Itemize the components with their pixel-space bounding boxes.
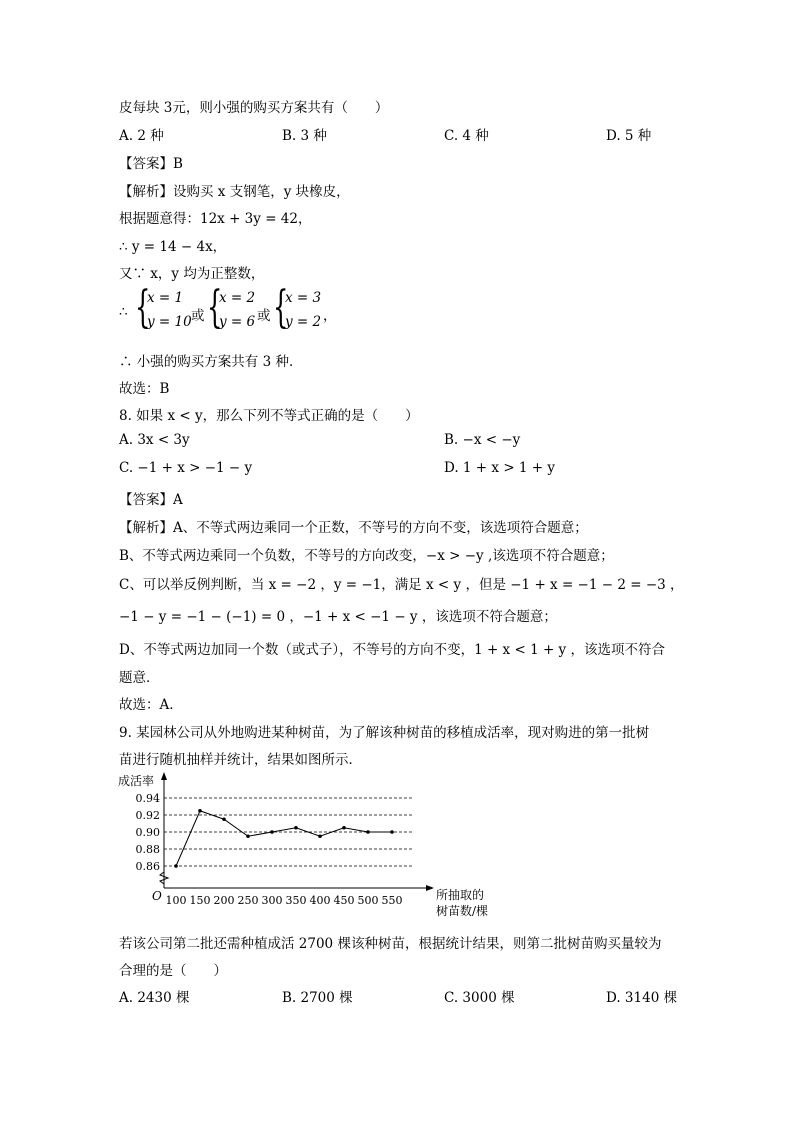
q8-option-c: C. −1 + x > −1 − y (119, 460, 253, 476)
data-point-0 (174, 864, 178, 868)
system-1-row-1: x = 1 (147, 290, 184, 306)
left-brace-1: { (135, 282, 151, 333)
q9-after-line-2: 合理的是（ ） (119, 963, 227, 979)
q8-analysis-line-6: 题意． (119, 670, 160, 686)
data-point-5 (294, 826, 298, 830)
x-tick-label-2: 200 (213, 894, 235, 907)
data-point-8 (366, 830, 370, 834)
system-end-comma: ， (323, 308, 337, 324)
system-3-row-1: x = 3 (285, 290, 322, 306)
q8-analysis-line-4: −1 − y = −1 − (−1) = 0 ，−1 + x < −1 − y ，该选项不符合题意； (119, 609, 557, 625)
y-tick-label-3: 0.92 (135, 809, 160, 822)
x-axis-arrow (426, 885, 434, 891)
q7-option-b: B. 3 种 (282, 128, 327, 144)
q8-option-d: D. 1 + x > 1 + y (444, 460, 556, 476)
or-word-1: 或 (191, 308, 205, 324)
q7-analysis-line-2: 根据题意得：12x + 3y = 42， (119, 211, 312, 227)
origin-label: O (152, 889, 162, 903)
q7-answer: 【答案】B (119, 156, 183, 172)
q9-option-d: D. 3140 棵 (606, 990, 678, 1006)
system-2-row-2: y = 6 (219, 314, 256, 330)
y-axis-arrow (161, 772, 167, 780)
q8-option-b: B. −x < −y (444, 432, 521, 448)
data-point-7 (342, 826, 346, 830)
q7-analysis-line-1: 【解析】设购买 x 支钢笔，y 块橡皮， (119, 184, 350, 200)
system-3-row-2: y = 2 (285, 314, 322, 330)
q9-stem-line-2: 苗进行随机抽样并统计，结果如图所示． (119, 752, 362, 768)
left-brace-2: { (207, 282, 223, 333)
q7-option-c: C. 4 种 (444, 128, 489, 144)
q7-option-a: A. 2 种 (119, 128, 164, 144)
x-tick-label-0: 100 (165, 894, 187, 907)
x-tick-label-4: 300 (261, 894, 283, 907)
q7-analysis-line-3: ∴ y = 14 − 4x， (119, 239, 227, 255)
q8-answer: 【答案】A (119, 492, 183, 508)
survival-rate-chart-svg (112, 770, 512, 920)
q8-analysis-line-1: 【解析】A、不等式两边乘同一个正数，不等号的方向不变，该选项符合题意； (119, 520, 588, 536)
q7-choose: 故选：B (119, 381, 170, 397)
q9-after-line-1: 若该公司第二批还需种植成活 2700 棵该种树苗，根据统计结果，则第二批树苗购买量较为 (119, 936, 662, 952)
x-tick-label-6: 400 (309, 894, 331, 907)
q8-analysis-line-2: B、不等式两边乘同一个负数，不等号的方向改变，−x > −y ,该选项不符合题意； (119, 548, 614, 564)
y-tick-label-1: 0.88 (135, 843, 160, 856)
series-line (176, 811, 392, 866)
q9-stem-line-1: 9. 某园林公司从外地购进某种树苗，为了解该种树苗的移植成活率，现对购进的第一批树 (119, 725, 650, 741)
q7-stem-tail: 皮每块 3元，则小强的购买方案共有（ ） (119, 100, 389, 116)
q8-choose: 故选：A． (119, 697, 183, 713)
data-point-4 (270, 830, 274, 834)
q7-solution-systems (119, 282, 539, 334)
x-tick-label-3: 250 (237, 894, 259, 907)
left-brace-3: { (273, 282, 289, 333)
q7-analysis-line-4: 又∵ x，y 均为正整数， (119, 266, 265, 282)
y-axis-label: 成活率 (118, 774, 155, 788)
data-point-6 (318, 834, 322, 838)
q9-option-c: C. 3000 棵 (444, 990, 515, 1006)
or-word-2: 或 (257, 308, 271, 324)
data-point-2 (222, 817, 226, 821)
x-tick-label-8: 500 (357, 894, 379, 907)
y-tick-label-4: 0.94 (135, 792, 160, 805)
x-tick-label-1: 150 (189, 894, 211, 907)
system-2-row-1: x = 2 (219, 290, 256, 306)
data-point-9 (390, 830, 394, 834)
x-tick-label-7: 450 (333, 894, 355, 907)
q9-option-a: A. 2430 棵 (119, 990, 190, 1006)
q8-analysis-line-5: D、不等式两边加同一个数（或式子），不等号的方向不变，1 + x < 1 + y ，该选项不符合 (119, 642, 665, 658)
q8-analysis-line-3: C、可以举反例判断，当 x = −2 ，y = −1，满足 x < y ，但是 −1 + x = −1 − 2 = −3 ， (119, 577, 684, 593)
data-point-3 (246, 834, 250, 838)
y-tick-label-2: 0.90 (135, 826, 160, 839)
therefore-symbol: ∴ (119, 304, 128, 320)
survival-rate-chart (112, 770, 512, 920)
x-axis-label-line-1: 所抽取的 (436, 888, 485, 902)
q8-stem: 8. 如果 x < y，那么下列不等式正确的是（ ） (119, 408, 419, 424)
x-tick-label-9: 550 (381, 894, 403, 907)
q7-option-d: D. 5 种 (606, 128, 652, 144)
x-axis-label-line-2: 树苗数/棵 (436, 904, 489, 918)
y-tick-label-0: 0.86 (135, 860, 160, 873)
data-point-1 (198, 809, 202, 813)
q8-option-a: A. 3x < 3y (119, 432, 190, 448)
system-1-row-2: y = 10 (147, 314, 192, 330)
x-tick-label-5: 350 (285, 894, 307, 907)
q9-option-b: B. 2700 棵 (282, 990, 353, 1006)
q7-analysis-line-6: ∴ 小强的购买方案共有 3 种． (119, 354, 303, 370)
